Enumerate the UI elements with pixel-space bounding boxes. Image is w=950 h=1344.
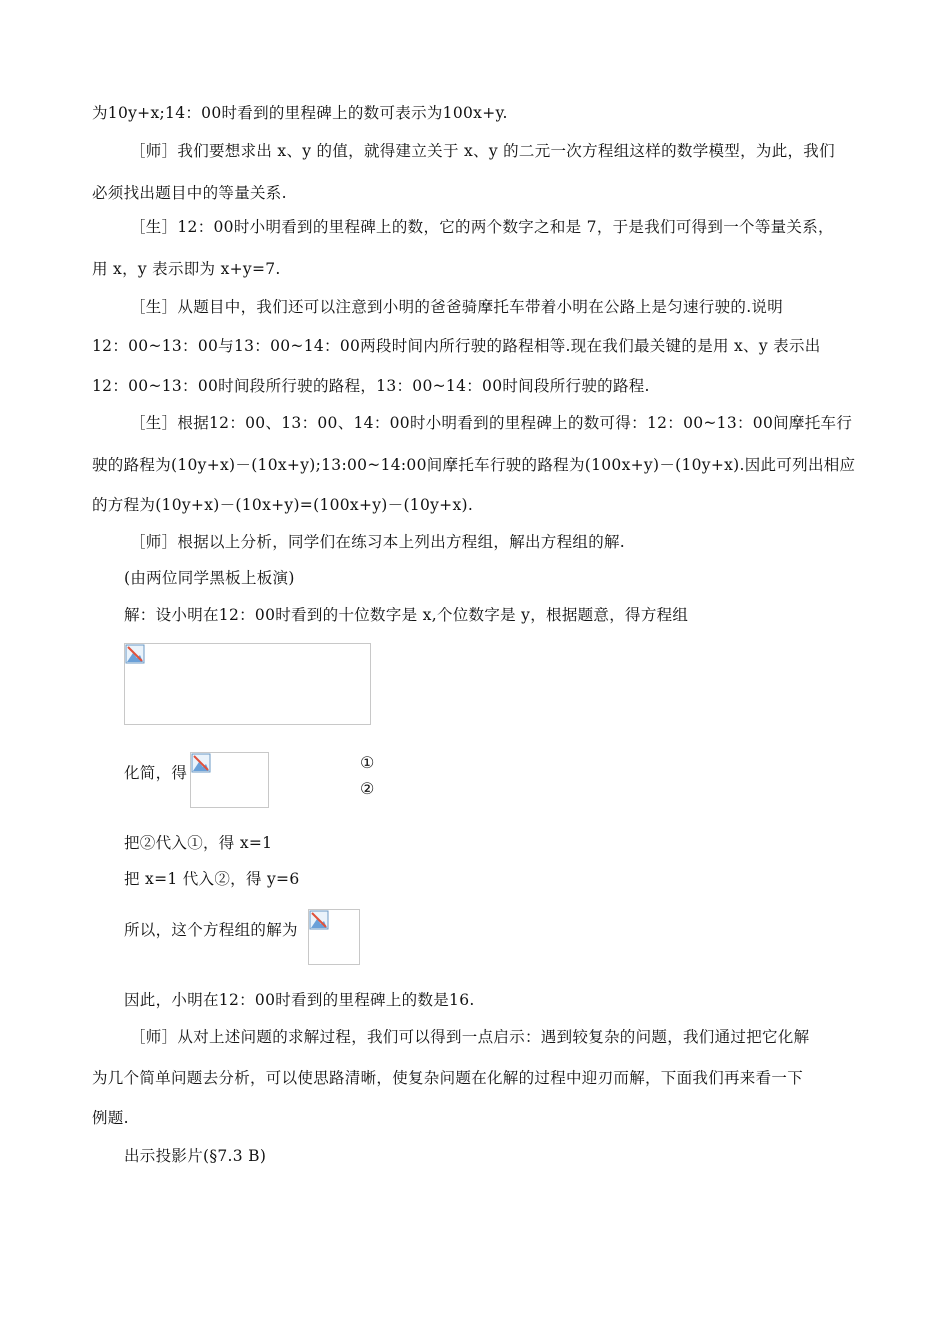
circled-two-marker: ② — [360, 779, 375, 798]
line-7: 12：00~13：00与13：00~14：00两段时间内所行驶的路程相等.现在我们最关键的是用 x、y 表示出 — [92, 337, 821, 355]
line-13: (由两位同学黑板上板演) — [124, 569, 295, 587]
line-20: ［师］从对上述问题的求解过程，我们可以得到一点启示：遇到较复杂的问题，我们通过把它化解 — [130, 1028, 810, 1046]
equation-system-image — [124, 643, 371, 725]
line-8: 12：00~13：00时间段所行驶的路程，13：00~14：00时间段所行驶的路程. — [92, 377, 650, 395]
line-10: 驶的路程为(10y+x)－(10x+y);13:00~14:00间摩托车行驶的路程为(100x+y)－(10y+x).因此可列出相应 — [92, 456, 856, 474]
broken-image-icon — [125, 644, 145, 664]
line-9: ［生］根据12：00、13：00、14：00时小明看到的里程碑上的数可得：12：00~13：00间摩托车行 — [130, 414, 853, 432]
line-12: ［师］根据以上分析，同学们在练习本上列出方程组，解出方程组的解. — [130, 533, 626, 551]
circled-one-marker: ① — [360, 753, 375, 772]
line-17: 把 x=1 代入②，得 y=6 — [124, 870, 300, 888]
line-2: ［师］我们要想求出 x、y 的值，就得建立关于 x、y 的二元一次方程组这样的数学模型，为此，我们 — [130, 142, 835, 160]
line-4: ［生］12：00时小明看到的里程碑上的数，它的两个数字之和是 7，于是我们可得到一个等量关系， — [130, 218, 834, 236]
line-5: 用 x，y 表示即为 x+y=7. — [92, 260, 281, 278]
line-23: 出示投影片(§7.3 B) — [124, 1147, 267, 1165]
line-16: 把②代入①，得 x=1 — [124, 834, 273, 852]
line-15: 化简，得 — [124, 764, 188, 782]
solution-image — [308, 909, 360, 965]
simplified-equations-image — [190, 752, 269, 808]
line-21: 为几个简单问题去分析，可以使思路清晰，使复杂问题在化解的过程中迎刃而解，下面我们再来看一下 — [92, 1069, 804, 1087]
line-18: 所以，这个方程组的解为 — [124, 921, 298, 939]
line-1: 为10y+x;14：00时看到的里程碑上的数可表示为100x+y. — [92, 104, 508, 122]
line-6: ［生］从题目中，我们还可以注意到小明的爸爸骑摩托车带着小明在公路上是匀速行驶的.说明 — [130, 298, 784, 316]
line-14: 解：设小明在12：00时看到的十位数字是 x,个位数字是 y，根据题意，得方程组 — [124, 606, 689, 624]
broken-image-icon — [309, 910, 329, 930]
line-19: 因此，小明在12：00时看到的里程碑上的数是16. — [124, 991, 475, 1009]
line-11: 的方程为(10y+x)－(10x+y)=(100x+y)－(10y+x). — [92, 496, 474, 514]
broken-image-icon — [191, 753, 211, 773]
line-3: 必须找出题目中的等量关系. — [92, 184, 287, 202]
line-22: 例题. — [92, 1109, 129, 1127]
